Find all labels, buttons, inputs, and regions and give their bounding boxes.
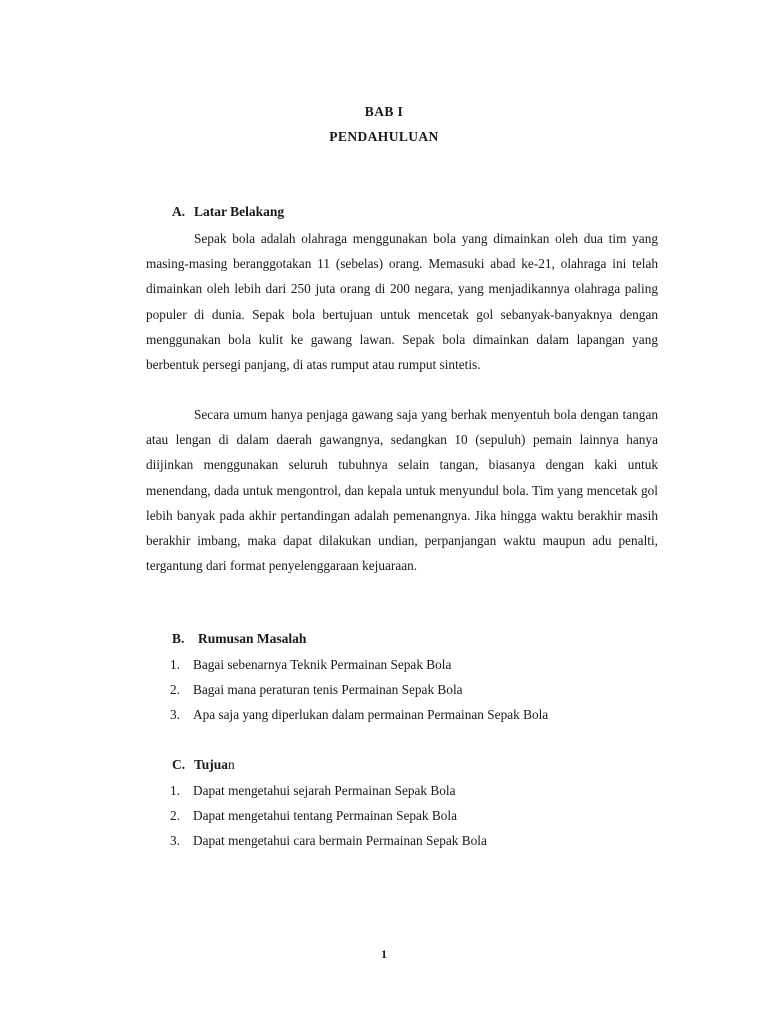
list-item-number: 3. <box>170 707 180 723</box>
section-a-title: Latar Belakang <box>194 204 285 219</box>
list-item <box>170 778 487 803</box>
list-item-number: 2. <box>170 682 180 698</box>
list-item-text: Bagai sebenarnya Teknik Permainan Sepak Bola <box>193 657 452 672</box>
list-item-number: 1. <box>170 783 180 798</box>
list-item <box>170 803 487 828</box>
list-item-text: Apa saja yang diperlukan dalam permainan Permainan Sepak Bola <box>193 707 549 723</box>
section-b-heading <box>172 631 306 647</box>
paragraph-1: Sepak bola adalah olahraga menggunakan bola yang dimainkan oleh dua tim yang masing-masing beranggotakan 11 (sebelas) orang. Memasuki abad ke-21, olahraga ini telah dimainkan oleh lebih dari 250 juta orang di 200 negara, yang menjadikannya olahraga paling populer di dunia. Sepak bola bertujuan untuk mencetak gol sebanyak-banyaknya dengan menggunakan bola kulit ke gawang lawan. Sepak bola dimainkan dalam lapangan yang berbentuk persegi panjang, di atas rumput atau rumput sintetis. <box>146 231 658 373</box>
chapter-title: PENDAHULUAN <box>329 129 439 144</box>
tujuan-list <box>170 778 487 854</box>
list-item-number: 1. <box>170 657 180 672</box>
list-item-text: Dapat mengetahui sejarah Permainan Sepak Bola <box>193 783 456 798</box>
section-b-marker: B. <box>172 631 185 646</box>
section-c-marker: C. <box>172 757 186 772</box>
list-item-number: 3. <box>170 833 180 849</box>
list-item-text: Bagai mana peraturan tenis Permainan Sepak Bola <box>193 682 463 698</box>
rumusan-list <box>170 652 548 728</box>
section-c-title-rest: n <box>228 757 235 772</box>
page-number: 1 <box>381 947 387 961</box>
list-item <box>170 677 548 702</box>
paragraph-2: Secara umum hanya penjaga gawang saja yang berhak menyentuh bola dengan tangan atau lengan di dalam daerah gawangnya, sedangkan 10 (sepuluh) pemain lainnya hanya diijinkan menggunakan seluruh tubuhnya selain tangan, biasanya dengan kaki untuk menendang, dada untuk mengontrol, dan kepala untuk menyundul bola. Tim yang mencetak gol lebih banyak pada akhir pertandingan adalah pemenangnya. Jika hingga waktu berakhir masih berakhir imbang, maka dapat dilakukan undian, perpanjangan waktu maupun adu penalti, tergantung dari format penyelenggaraan kejuaraan. <box>146 407 658 574</box>
section-c-title-bold: Tujua <box>194 757 229 772</box>
section-a-heading <box>172 204 284 220</box>
chapter-label: BAB I <box>364 104 404 119</box>
list-item <box>170 652 548 677</box>
list-item <box>170 702 548 727</box>
section-a-marker: A. <box>172 204 186 219</box>
section-b-title: Rumusan Masalah <box>198 631 307 646</box>
list-item <box>170 828 487 853</box>
list-item-text: Dapat mengetahui cara bermain Permainan Sepak Bola <box>193 833 487 849</box>
section-c-heading <box>172 757 235 773</box>
list-item-number: 2. <box>170 808 180 824</box>
list-item-text: Dapat mengetahui tentang Permainan Sepak Bola <box>193 808 458 824</box>
